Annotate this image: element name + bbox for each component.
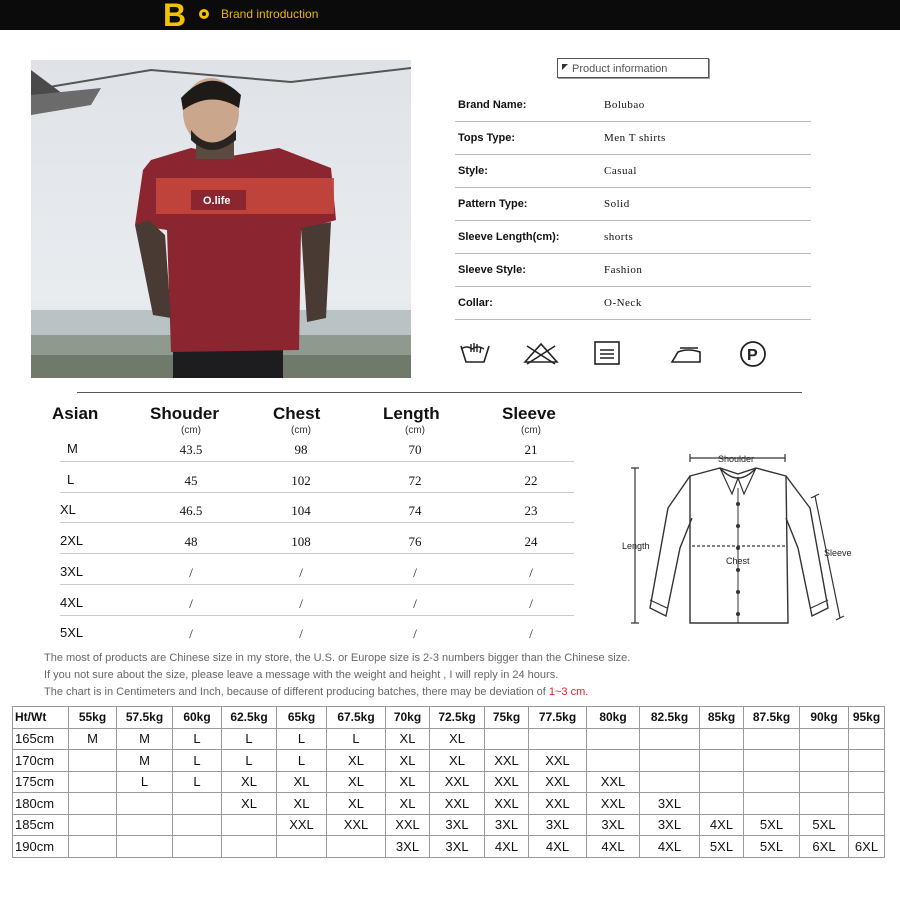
size-recommendation-cell	[529, 728, 587, 750]
height-weight-row	[13, 771, 885, 793]
no-bleach-icon	[521, 340, 561, 366]
size-chart-cell: /	[413, 595, 417, 611]
size-chart-cell: /	[189, 595, 193, 611]
height-weight-header-row	[13, 707, 885, 729]
product-info-label: Collar:	[458, 297, 493, 309]
height-cell: 175cm	[13, 771, 69, 793]
header-bar	[0, 0, 900, 33]
height-weight-table	[12, 706, 885, 858]
size-chart-cell: 70	[408, 442, 422, 457]
product-info-row	[455, 187, 811, 221]
size-recommendation-cell: XL	[386, 728, 430, 750]
size-recommendation-cell: 3XL	[529, 814, 587, 836]
size-recommendation-cell: 4XL	[640, 836, 700, 858]
size-recommendation-cell: XL	[222, 793, 277, 815]
size-recommendation-cell: 3XL	[485, 814, 529, 836]
size-recommendation-cell	[700, 728, 744, 750]
weight-header-cell: 80kg	[587, 707, 640, 729]
diagram-length-label: Length	[622, 541, 650, 551]
size-chart-header: Sleeve	[502, 404, 556, 423]
size-recommendation-cell	[587, 728, 640, 750]
header-title: Brand introduction	[221, 7, 319, 21]
size-recommendation-cell	[744, 728, 800, 750]
weight-header-cell: 85kg	[700, 707, 744, 729]
section-divider	[77, 392, 802, 393]
size-recommendation-cell: M	[117, 750, 173, 772]
height-weight-row	[13, 728, 885, 750]
size-chart-rule	[60, 522, 574, 523]
size-recommendation-cell: 4XL	[587, 836, 640, 858]
product-info-label: Pattern Type:	[458, 198, 528, 210]
size-recommendation-cell	[327, 836, 386, 858]
size-recommendation-cell: XL	[386, 793, 430, 815]
weight-header-cell: 87.5kg	[744, 707, 800, 729]
iron-icon	[668, 340, 704, 366]
size-recommendation-cell: XL	[277, 793, 327, 815]
product-photo	[31, 60, 411, 378]
size-recommendation-cell: XL	[222, 771, 277, 793]
size-recommendation-cell: XXL	[587, 771, 640, 793]
size-recommendation-cell	[849, 728, 885, 750]
product-info-label: Tops Type:	[458, 132, 516, 144]
size-recommendation-cell: 5XL	[744, 836, 800, 858]
size-chart-size: L	[67, 471, 75, 487]
size-chart-cell: /	[529, 564, 533, 580]
product-info-value: Fashion	[604, 264, 643, 276]
product-info-value: Casual	[604, 165, 637, 177]
height-cell: 170cm	[13, 750, 69, 772]
height-cell: 190cm	[13, 836, 69, 858]
size-recommendation-cell	[800, 728, 849, 750]
weight-header-cell: 82.5kg	[640, 707, 700, 729]
size-chart-size: 4XL	[60, 594, 84, 610]
size-chart-cell: 98	[294, 442, 308, 457]
product-info-value: O-Neck	[604, 297, 642, 309]
note-deviation	[44, 686, 588, 698]
size-recommendation-cell: 6XL	[849, 836, 885, 858]
size-recommendation-cell	[69, 814, 117, 836]
product-info-value: Solid	[604, 198, 630, 210]
size-recommendation-cell	[849, 793, 885, 815]
size-recommendation-cell: 5XL	[700, 836, 744, 858]
size-recommendation-cell: L	[173, 771, 222, 793]
dry-flat-icon	[593, 340, 623, 366]
height-cell: 165cm	[13, 728, 69, 750]
size-chart-header: Chest	[273, 404, 321, 423]
size-chart-cell: 24	[524, 534, 538, 550]
weight-header-cell: 90kg	[800, 707, 849, 729]
size-chart-rule	[60, 584, 574, 585]
size-chart-size: M	[67, 441, 78, 456]
size-chart-size: 2XL	[60, 533, 84, 549]
size-recommendation-cell: 3XL	[386, 836, 430, 858]
size-chart-cell: 43.5	[179, 442, 203, 457]
dry-clean-letter: P	[747, 347, 758, 364]
size-chart-unit: (cm)	[181, 425, 201, 436]
size-chart-cell: 102	[291, 472, 311, 488]
size-chart-cell: 22	[524, 472, 538, 488]
product-info-title-text: Product information	[572, 63, 668, 75]
size-recommendation-cell: XL	[327, 771, 386, 793]
size-chart-cell: 23	[524, 503, 538, 519]
size-recommendation-cell: XXL	[529, 750, 587, 772]
height-weight-row	[13, 750, 885, 772]
size-recommendation-cell	[117, 814, 173, 836]
size-recommendation-cell	[744, 750, 800, 772]
size-recommendation-cell	[640, 728, 700, 750]
size-recommendation-cell	[69, 750, 117, 772]
size-recommendation-cell	[744, 771, 800, 793]
size-recommendation-cell	[222, 814, 277, 836]
size-recommendation-cell: 3XL	[587, 814, 640, 836]
size-chart-cell: 74	[408, 503, 422, 519]
size-recommendation-cell	[700, 750, 744, 772]
size-chart-cell: 21	[524, 442, 538, 457]
size-recommendation-cell: 3XL	[430, 836, 485, 858]
size-chart-cell: /	[413, 626, 417, 642]
size-recommendation-cell: XL	[327, 793, 386, 815]
height-weight-corner: Ht/Wt	[13, 707, 69, 729]
product-info-value: Men T shirts	[604, 132, 666, 144]
product-info-label: Style:	[458, 165, 488, 177]
size-chart-header: Length	[383, 404, 440, 423]
size-recommendation-cell	[69, 771, 117, 793]
size-chart-cell: /	[189, 564, 193, 580]
size-recommendation-cell	[117, 836, 173, 858]
weight-header-cell: 60kg	[173, 707, 222, 729]
size-recommendation-cell	[849, 814, 885, 836]
size-recommendation-cell: 4XL	[485, 836, 529, 858]
size-chart-cell: 46.5	[179, 503, 203, 519]
size-recommendation-cell: XXL	[430, 771, 485, 793]
size-recommendation-cell	[744, 793, 800, 815]
size-recommendation-cell: XXL	[277, 814, 327, 836]
diagram-shoulder-label: Shoulder	[718, 454, 755, 464]
size-recommendation-cell: XXL	[529, 771, 587, 793]
size-recommendation-cell	[173, 814, 222, 836]
size-chart-cell: /	[529, 626, 533, 642]
weight-header-cell: 70kg	[386, 707, 430, 729]
size-recommendation-cell: 5XL	[800, 814, 849, 836]
garment-measurement-diagram	[620, 448, 865, 628]
size-recommendation-cell	[849, 771, 885, 793]
product-info-row	[455, 286, 811, 320]
product-info-row	[455, 88, 811, 122]
brand-logo: B	[163, 0, 187, 33]
size-recommendation-cell: L	[173, 728, 222, 750]
weight-header-cell: 72.5kg	[430, 707, 485, 729]
size-recommendation-cell: L	[222, 750, 277, 772]
size-chart-cell: 104	[291, 503, 311, 519]
size-chart-cell: /	[413, 564, 417, 580]
size-chart-size: 5XL	[60, 625, 84, 641]
diagram-sleeve-label: Sleeve	[824, 548, 852, 558]
size-recommendation-cell	[800, 750, 849, 772]
size-recommendation-cell: XL	[277, 771, 327, 793]
size-recommendation-cell	[173, 836, 222, 858]
size-chart-rule	[60, 553, 574, 554]
product-info-row	[455, 253, 811, 287]
logo-dot-icon	[199, 9, 209, 19]
flag-icon	[562, 64, 568, 70]
note-size-difference: The most of products are Chinese size in my store, the U.S. or Europe size is 2-3 numbers bigger than the Chinese size.	[44, 652, 631, 664]
size-chart-size: XL	[60, 502, 76, 518]
size-chart-rule	[60, 461, 574, 462]
size-recommendation-cell	[849, 750, 885, 772]
product-info-value: Bolubao	[604, 99, 645, 111]
size-chart-cell: 48	[184, 534, 198, 550]
size-recommendation-cell: XL	[386, 771, 430, 793]
product-info-label: Sleeve Length(cm):	[458, 231, 560, 243]
size-chart-cell: 76	[408, 534, 422, 550]
product-info-label: Brand Name:	[458, 99, 527, 111]
size-chart-unit: (cm)	[405, 425, 425, 436]
size-recommendation-cell	[700, 771, 744, 793]
weight-header-cell: 77.5kg	[529, 707, 587, 729]
diagram-chest-label: Chest	[726, 556, 750, 566]
size-recommendation-cell: XL	[386, 750, 430, 772]
size-recommendation-cell: 5XL	[744, 814, 800, 836]
height-weight-row	[13, 793, 885, 815]
size-recommendation-cell: 4XL	[529, 836, 587, 858]
weight-header-cell: 67.5kg	[327, 707, 386, 729]
size-recommendation-cell	[117, 793, 173, 815]
size-recommendation-cell: 3XL	[640, 814, 700, 836]
size-chart-cell: /	[299, 626, 303, 642]
size-recommendation-cell: XXL	[485, 771, 529, 793]
size-recommendation-cell: XL	[430, 750, 485, 772]
height-cell: 180cm	[13, 793, 69, 815]
size-recommendation-cell: L	[117, 771, 173, 793]
size-chart-unit: (cm)	[521, 425, 541, 436]
size-recommendation-cell: XXL	[587, 793, 640, 815]
size-recommendation-cell	[173, 793, 222, 815]
product-info-title	[557, 58, 709, 78]
size-recommendation-cell: L	[277, 728, 327, 750]
size-recommendation-cell: XXL	[327, 814, 386, 836]
product-info-label: Sleeve Style:	[458, 264, 526, 276]
size-recommendation-cell: L	[327, 728, 386, 750]
size-recommendation-cell	[222, 836, 277, 858]
size-recommendation-cell: XXL	[386, 814, 430, 836]
size-recommendation-cell	[700, 793, 744, 815]
size-recommendation-cell: 6XL	[800, 836, 849, 858]
size-chart-size: 3XL	[60, 563, 84, 579]
weight-header-cell: 75kg	[485, 707, 529, 729]
size-recommendation-cell	[640, 771, 700, 793]
height-weight-row	[13, 814, 885, 836]
note-deviation-value: 1~3 cm.	[548, 686, 589, 698]
product-info-row	[455, 121, 811, 155]
size-chart-rule	[60, 615, 574, 616]
size-recommendation-cell	[587, 750, 640, 772]
size-recommendation-cell: M	[117, 728, 173, 750]
size-chart-cell: /	[299, 564, 303, 580]
size-chart-cell: /	[189, 626, 193, 642]
size-recommendation-cell: L	[222, 728, 277, 750]
size-recommendation-cell: XXL	[485, 793, 529, 815]
weight-header-cell: 62.5kg	[222, 707, 277, 729]
size-chart-rule	[60, 492, 574, 493]
weight-header-cell: 65kg	[277, 707, 327, 729]
weight-header-cell: 95kg	[849, 707, 885, 729]
size-recommendation-cell: 3XL	[430, 814, 485, 836]
size-chart-header: Asian	[52, 404, 99, 423]
size-recommendation-cell: XL	[430, 728, 485, 750]
size-chart-cell: /	[299, 595, 303, 611]
size-recommendation-cell	[277, 836, 327, 858]
size-recommendation-cell	[640, 750, 700, 772]
size-chart-cell: 72	[408, 472, 422, 488]
product-info-row	[455, 220, 811, 254]
size-chart-cell: 45	[184, 472, 198, 488]
product-info-value: shorts	[604, 231, 634, 243]
note-contact: If you not sure about the size, please leave a message with the weight and height , I will reply in 24 hours.	[44, 669, 559, 681]
size-chart-unit: (cm)	[291, 425, 311, 436]
size-recommendation-cell: XL	[327, 750, 386, 772]
size-recommendation-cell	[800, 793, 849, 815]
size-chart-cell: /	[529, 595, 533, 611]
size-recommendation-cell: 4XL	[700, 814, 744, 836]
size-chart-cell: 108	[291, 534, 311, 550]
size-recommendation-cell: XXL	[430, 793, 485, 815]
shirt-print-text: O.life	[203, 195, 231, 207]
weight-header-cell: 55kg	[69, 707, 117, 729]
height-cell: 185cm	[13, 814, 69, 836]
size-recommendation-cell	[485, 728, 529, 750]
size-recommendation-cell: 3XL	[640, 793, 700, 815]
weight-header-cell: 57.5kg	[117, 707, 173, 729]
product-info-row	[455, 154, 811, 188]
size-recommendation-cell	[69, 793, 117, 815]
size-recommendation-cell: L	[173, 750, 222, 772]
size-recommendation-cell	[69, 836, 117, 858]
dry-clean-icon	[737, 340, 769, 368]
size-recommendation-cell	[800, 771, 849, 793]
size-recommendation-cell: XXL	[485, 750, 529, 772]
size-chart-header: Shouder	[150, 404, 219, 423]
size-recommendation-cell: L	[277, 750, 327, 772]
height-weight-row	[13, 836, 885, 858]
size-recommendation-cell: M	[69, 728, 117, 750]
hand-wash-icon	[458, 340, 492, 366]
note-deviation-text: The chart is in Centimeters and Inch, because of different producing batches, there may be deviation of	[44, 686, 549, 698]
size-recommendation-cell: XXL	[529, 793, 587, 815]
